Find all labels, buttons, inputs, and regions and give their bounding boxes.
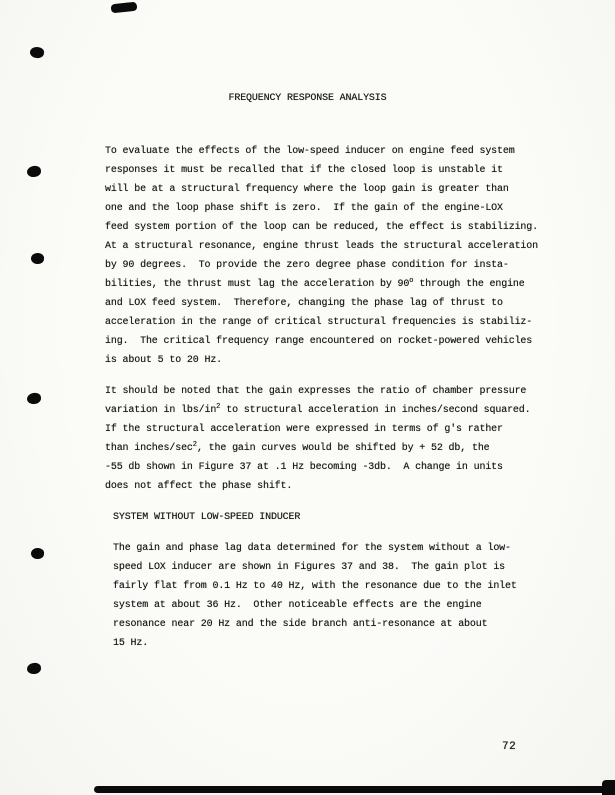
scan-artifact-bottom-bar — [94, 786, 615, 793]
text-line: by 90 degrees. To provide the zero degree phase condition for insta- — [105, 260, 509, 271]
scan-artifact-left-2 — [26, 165, 41, 177]
text-line: At a structural resonance, engine thrust leads the structural acceleration — [105, 241, 538, 252]
text-line: ing. The critical frequency range encountered on rocket-powered vehicles — [105, 336, 533, 347]
text-line: than inches/$\sec^2$, the gain curves would be shifted by + 52 db, the — [105, 441, 490, 454]
text-line: The gain and phase lag data determined for the system without a low- — [113, 543, 511, 554]
page-number: 72 — [502, 741, 517, 753]
text-line: variation in lbs/$in^2$ to structural acceleration in inches/second squared. — [105, 403, 531, 416]
text-line: It should be noted that the gain expresses the ratio of chamber pressure — [105, 386, 527, 397]
text-line: 15 Hz. — [113, 638, 149, 649]
scan-artifact-left-1 — [29, 46, 44, 59]
text-line: feed system portion of the loop can be reduced, the effect is stabilizing. — [105, 222, 538, 233]
text-line: and LOX feed system. Therefore, changing the phase lag of thrust to — [105, 298, 503, 309]
page-title: FREQUENCY RESPONSE ANALYSIS — [228, 93, 387, 104]
text-line: will be at a structural frequency where the loop gain is greater than — [105, 184, 509, 195]
paragraph-2 — [105, 382, 530, 496]
scan-artifact-top — [111, 2, 138, 14]
paragraph-1 — [105, 142, 538, 370]
text-line: does not affect the phase shift. — [105, 481, 293, 492]
scan-artifact-left-3 — [31, 252, 45, 264]
section-heading: SYSTEM WITHOUT LOW-SPEED INDUCER — [113, 512, 301, 523]
text-line: If the structural acceleration were expressed in terms of g's rather — [105, 424, 503, 435]
text-line: acceleration in the range of critical structural frequencies is stabiliz- — [105, 317, 533, 328]
text-line: To evaluate the effects of the low-speed inducer on engine feed system — [105, 146, 515, 157]
scan-artifact-left-5 — [30, 547, 44, 559]
text-line: responses it must be recalled that if the closed loop is unstable it — [105, 165, 503, 176]
text-line: is about 5 to 20 Hz. — [105, 355, 223, 366]
text-line: system at about 36 Hz. Other noticeable effects are the engine — [113, 600, 482, 611]
text-line: bilities, the thrust must lag the acceleration by 90$^o$ through the engine — [105, 277, 525, 290]
text-line: one and the loop phase shift is zero. If the gain of the engine-LOX — [105, 203, 503, 214]
scan-artifact-bottom-corner — [602, 780, 615, 795]
text-line: -55 db shown in Figure 37 at .1 Hz becoming -3db. A change in units — [105, 462, 503, 473]
scan-artifact-left-4 — [26, 392, 41, 405]
scan-artifact-left-6 — [27, 662, 42, 674]
text-line: resonance near 20 Hz and the side branch anti-resonance at about — [113, 619, 488, 630]
paragraph-3 — [113, 539, 517, 653]
text-line: fairly flat from 0.1 Hz to 40 Hz, with the resonance due to the inlet — [113, 581, 517, 592]
text-line: speed LOX inducer are shown in Figures 37 and 38. The gain plot is — [113, 562, 506, 573]
